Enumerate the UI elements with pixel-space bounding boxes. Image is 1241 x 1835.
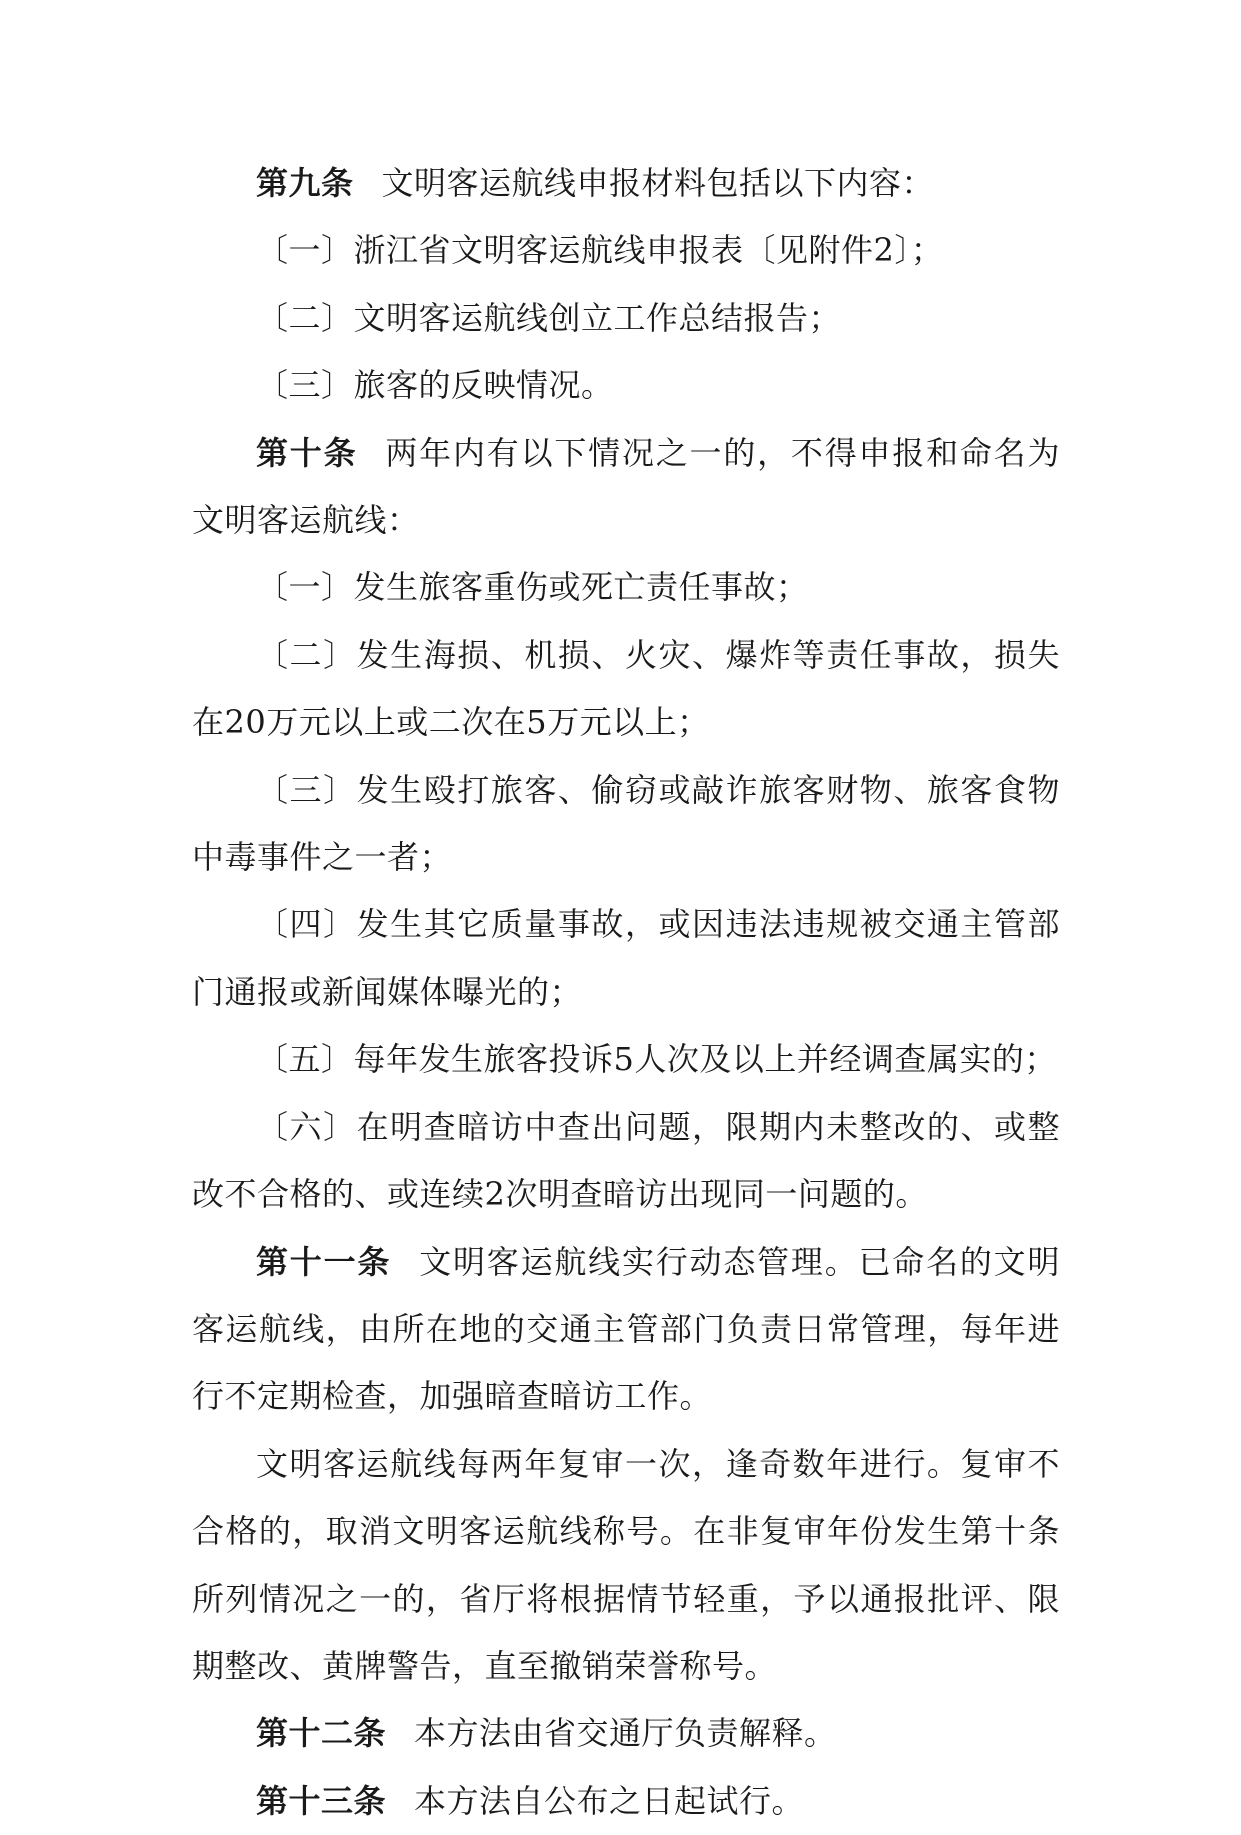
list-item-text: 〔三〕发生殴打旅客、偷窃或敲诈旅客财物、旅客食物中毒事件之一者； — [192, 770, 1060, 877]
article-label: 第十二条 — [256, 1714, 387, 1753]
list-item — [192, 622, 1060, 757]
article-11 — [192, 1229, 1060, 1431]
list-item — [192, 757, 1060, 892]
article-text: 文明客运航线实行动态管理。已命名的文明客运航线，由所在地的交通主管部门负责日常管理，每年进行不定期检查，加强暗查暗访工作。 — [192, 1242, 1060, 1416]
article-text: 文明客运航线申报材料包括以下内容： — [381, 164, 935, 202]
article-12 — [192, 1700, 1060, 1767]
list-item — [192, 1094, 1060, 1229]
article-10 — [192, 420, 1060, 555]
list-item-text: 〔六〕在明查暗访中查出问题，限期内未整改的、或整改不合格的、或连续2次明查暗访出现同一问题的。 — [192, 1107, 1060, 1214]
article-text: 两年内有以下情况之一的，不得申报和命名为文明客运航线： — [192, 433, 1060, 540]
list-item-text: 〔三〕旅客的反映情况。 — [256, 366, 614, 405]
list-item-text: 〔五〕每年发生旅客投诉5人次及以上并经调查属实的； — [256, 1040, 1057, 1079]
article-13 — [192, 1768, 1060, 1835]
list-item — [192, 1026, 1060, 1093]
document-body — [192, 150, 1060, 1835]
list-item — [192, 554, 1060, 621]
article-text: 本方法自公布之日起试行。 — [414, 1781, 805, 1820]
list-item — [192, 352, 1060, 419]
list-item — [192, 217, 1060, 284]
list-item-text: 〔一〕发生旅客重伤或死亡责任事故； — [256, 568, 809, 607]
list-item — [192, 285, 1060, 352]
list-item-text: 〔二〕文明客运航线创立工作总结报告； — [256, 298, 842, 337]
article-label: 第十条 — [256, 433, 358, 472]
paragraph-text: 文明客运航线每两年复审一次，逢奇数年进行。复审不合格的，取消文明客运航线称号。在非复审年份发生第十条所列情况之一的，省厅将根据情节轻重，予以通报批评、限期整改、黄牌警告，直至撤销荣誉称号。 — [192, 1444, 1060, 1685]
list-item-text: 〔四〕发生其它质量事故，或因违法违规被交通主管部门通报或新闻媒体曝光的； — [192, 905, 1060, 1011]
article-label: 第十三条 — [256, 1781, 387, 1820]
article-text: 本方法由省交通厅负责解释。 — [414, 1714, 837, 1753]
article-9 — [192, 150, 1060, 217]
list-item-text: 〔二〕发生海损、机损、火灾、爆炸等责任事故，损失在20万元以上或二次在5万元以上； — [192, 635, 1060, 742]
body-paragraph — [192, 1431, 1060, 1701]
list-item-text: 〔一〕浙江省文明客运航线申报表〔见附件2〕； — [256, 231, 944, 270]
article-label: 第十一条 — [256, 1242, 392, 1281]
list-item — [192, 891, 1060, 1026]
article-label: 第九条 — [256, 164, 354, 202]
